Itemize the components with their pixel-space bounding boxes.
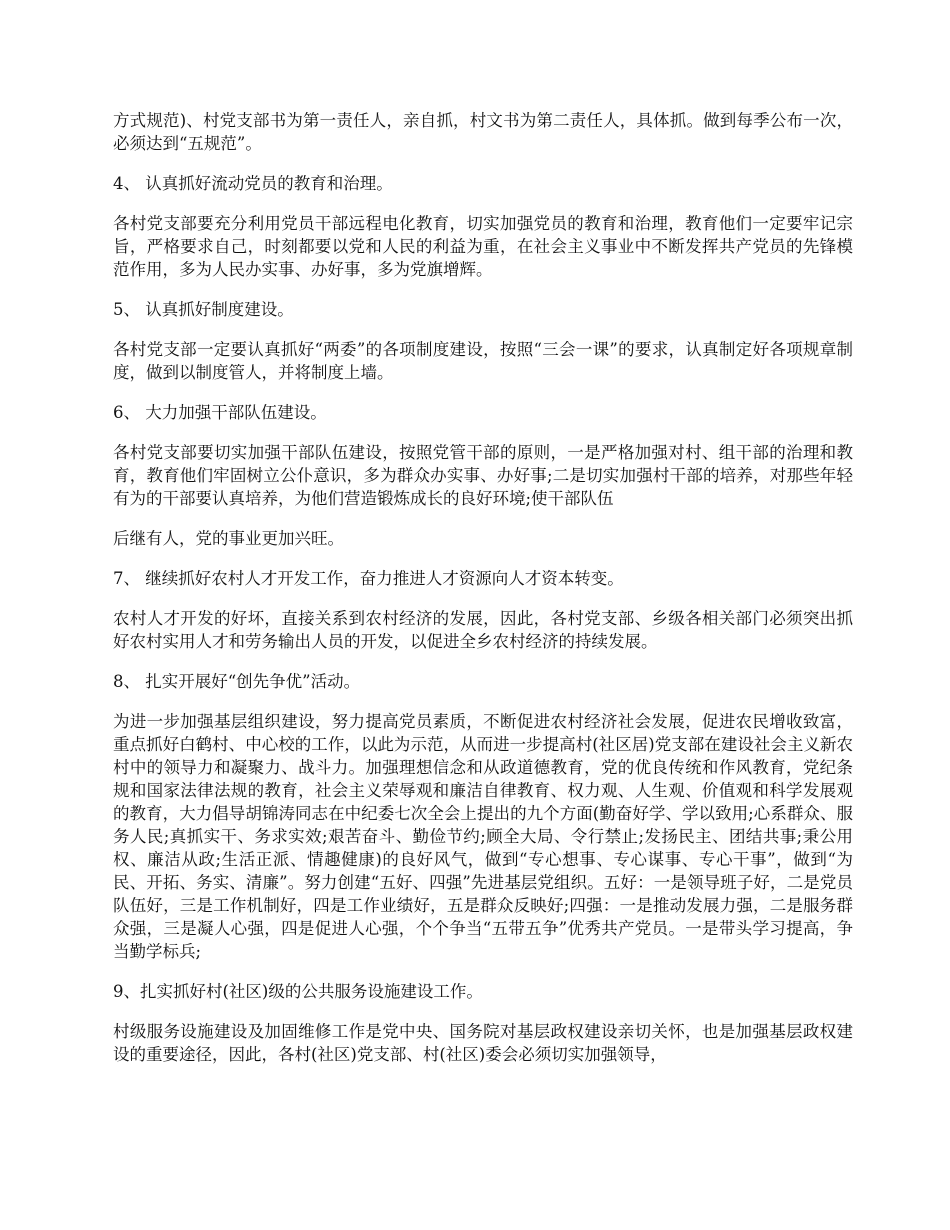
section-heading-8: 8、 扎实开展好“创先争优”活动。 [113, 672, 361, 691]
paragraph: 后继有人，党的事业更加兴旺。 [113, 529, 344, 548]
section-heading-6: 6、 大力加强干部队伍建设。 [113, 403, 327, 422]
section-heading-7: 7、 继续抓好农村人才开发工作，奋力推进人才资源向人才资本转变。 [113, 569, 624, 588]
paragraph: 各村党支部要切实加强干部队伍建设，按照党管干部的原则，一是严格加强对村、组干部的治理和教育，教育他们牢固树立公仆意识，多为群众办实事、办好事;二是切实加强村干部的培养，对那些年轻有为的干部要认真培养，为他们营造锻炼成长的良好环境;使干部队伍 [113, 443, 853, 508]
paragraph: 方式规范)、村党支部书为第一责任人，亲自抓，村文书为第二责任人，具体抓。做到每季公布一次，必须达到“五规范”。 [113, 111, 853, 153]
paragraph: 各村党支部要充分利用党员干部远程电化教育，切实加强党员的教育和治理，教育他们一定要牢记宗旨，严格要求自己，时刻都要以党和人民的利益为重，在社会主义事业中不断发挥共产党员的先锋模范作用，多为人民办实事、办好事，多为党旗增辉。 [113, 214, 853, 279]
section-heading-9: 9、扎实抓好村(社区)级的公共服务设施建设工作。 [113, 982, 483, 1001]
paragraph: 各村党支部一定要认真抓好“两委”的各项制度建设，按照“三会一课”的要求，认真制定好各项规章制度，做到以制度管人，并将制度上墙。 [113, 340, 853, 382]
paragraph: 村级服务设施建设及加固维修工作是党中央、国务院对基层政权建设亲切关怀，也是加强基层政权建设的重要途径，因此，各村(社区)党支部、村(社区)委会必须切实加强领导， [113, 1022, 853, 1064]
section-heading-5: 5、 认真抓好制度建设。 [113, 300, 294, 319]
document-body [113, 109, 853, 1083]
paragraph: 农村人才开发的好坏，直接关系到农村经济的发展，因此，各村党支部、乡级各相关部门必须突出抓好农村实用人才和劳务输出人员的开发，以促进全乡农村经济的持续发展。 [113, 609, 853, 651]
section-heading-4: 4、 认真抓好流动党员的教育和治理。 [113, 174, 393, 193]
paragraph: 为进一步加强基层组织建设，努力提高党员素质，不断促进农村经济社会发展，促进农民增收致富，重点抓好白鹤村、中心校的工作，以此为示范，从而进一步提高村(社区居)党支部在建设社会主义新农村中的领导力和凝聚力、战斗力。加强理想信念和从政道德教育，党的优良传统和作风教育，党纪条规和国家法律法规的教育，社会主义荣辱观和廉洁自律教育、权力观、人生观、价值观和科学发展观的教育，大力倡导胡锦涛同志在中纪委七次全会上提出的九个方面(勤奋好学、学以致用;心系群众、服务人民;真抓实干、务求实效;艰苦奋斗、勤俭节约;顾全大局、令行禁止;发扬民主、团结共事;秉公用权、廉洁从政;生活正派、情趣健康)的良好风气，做到“专心想事、专心谋事、专心干事”，做到“为民、开拓、务实、清廉”。努力创建“五好、四强”先进基层党组织。五好：一是领导班子好，二是党员队伍好，三是工作机制好，四是工作业绩好，五是群众反映好;四强：一是推动发展力强，二是服务群众强，三是凝人心强，四是促进人心强，个个争当“五带五争”优秀共产党员。一是带头学习提高，争当勤学标兵; [113, 712, 853, 961]
